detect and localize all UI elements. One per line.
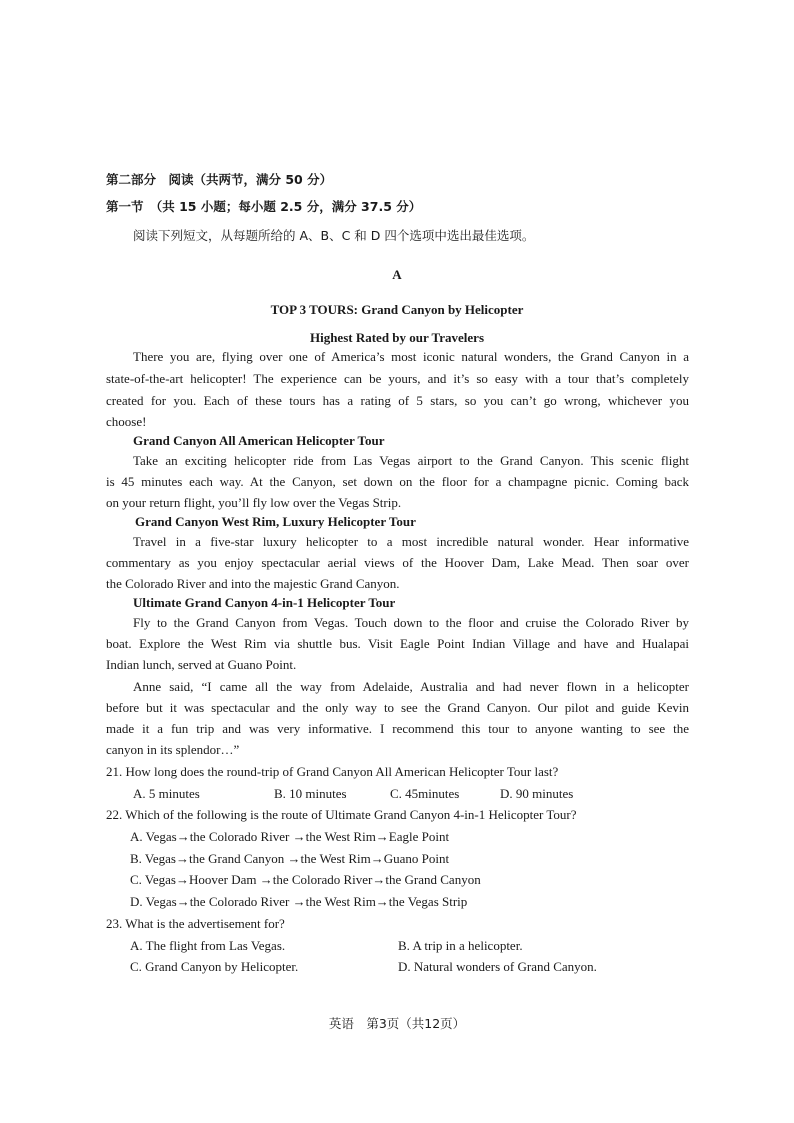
review-line: before but it was spectacular and the only way to see the Grand Canyon. Our pilot and guide Kevin xyxy=(106,700,689,715)
tour-line: commentary as you enjoy spectacular aerial views of the Hoover Dam, Lake Mead. Then soar over xyxy=(106,555,689,570)
question-option: A. The flight from Las Vegas. xyxy=(130,938,286,953)
passage-letter: A xyxy=(392,267,402,282)
question-option: B. 10 minutes xyxy=(274,786,347,801)
question-option: C. Grand Canyon by Helicopter. xyxy=(130,959,299,974)
tour-line: on your return flight, you’ll fly low over the Vegas Strip. xyxy=(106,495,402,510)
intro-line: choose! xyxy=(106,414,147,429)
intro-line: state-of-the-art helicopter! The experience can be yours, and it’s so easy with a tour that’s completely xyxy=(106,371,689,386)
tour-line: Indian lunch, served at Guano Point. xyxy=(106,657,297,672)
tour-line: is 45 minutes each way. At the Canyon, set down on the floor for a champagne picnic. Coming back xyxy=(106,474,689,489)
question-option: D. Natural wonders of Grand Canyon. xyxy=(398,959,597,974)
part-title: 第二部分 阅读（共两节，满分 50 分） xyxy=(106,172,333,187)
question-stem: 22. Which of the following is the route of Ultimate Grand Canyon 4-in-1 Helicopter Tour? xyxy=(106,807,577,822)
passage-subtitle: Highest Rated by our Travelers xyxy=(309,330,485,345)
tour-name: Ultimate Grand Canyon 4-in-1 Helicopter Tour xyxy=(133,595,396,610)
question-option: B. Vegas→the Grand Canyon →the West Rim→Guano Point xyxy=(130,851,450,866)
question-option: A. 5 minutes xyxy=(133,786,200,801)
question-stem: 23. What is the advertisement for? xyxy=(106,916,285,931)
page-footer: 英语 第3页（共12页） xyxy=(328,1016,466,1031)
question-option: D. Vegas→the Colorado River →the West Rim→the Vegas Strip xyxy=(130,894,468,909)
intro-line: created for you. Each of these tours has a rating of 5 stars, so you can’t go wrong, whichever you xyxy=(106,393,689,408)
tour-line: boat. Explore the West Rim via shuttle bus. Visit Eagle Point Indian Village and have and Hualapai xyxy=(106,636,689,651)
review-line: made it a fun trip and was very informative. I recommend this tour to anyone wanting to see the xyxy=(106,721,689,736)
tour-line: Travel in a five-star luxury helicopter to a most incredible natural wonder. Hear informative xyxy=(133,534,689,549)
passage-title: TOP 3 TOURS: Grand Canyon by Helicopter xyxy=(270,302,524,317)
tour-line: Take an exciting helicopter ride from Las Vegas airport to the Grand Canyon. This scenic flight xyxy=(133,453,689,468)
section-title: 第一节 （共 15 小题；每小题 2.5 分，满分 37.5 分） xyxy=(106,199,422,214)
question-stem: 21. How long does the round-trip of Grand Canyon All American Helicopter Tour last? xyxy=(106,764,559,779)
tour-name: Grand Canyon West Rim, Luxury Helicopter Tour xyxy=(135,514,416,529)
tour-line: Fly to the Grand Canyon from Vegas. Touch down to the floor and cruise the Colorado River by xyxy=(133,615,689,630)
instruction-text: 阅读下列短文，从每题所给的 A、B、C 和 D 四个选项中选出最佳选项。 xyxy=(133,228,535,243)
question-option: B. A trip in a helicopter. xyxy=(398,938,523,953)
review-line: canyon in its splendor…” xyxy=(106,742,240,757)
question-option: D. 90 minutes xyxy=(500,786,574,801)
intro-line: There you are, flying over one of America’s most iconic natural wonders, the Grand Canyon in a xyxy=(133,349,689,364)
tour-name: Grand Canyon All American Helicopter Tour xyxy=(133,433,385,448)
review-line: Anne said, “I came all the way from Adelaide, Australia and had never flown in a helicopter xyxy=(133,679,689,694)
question-option: C. 45minutes xyxy=(390,786,460,801)
question-option: A. Vegas→the Colorado River →the West Rim→Eagle Point xyxy=(130,829,450,844)
tour-line: the Colorado River and into the majestic Grand Canyon. xyxy=(106,576,400,591)
question-option: C. Vegas→Hoover Dam →the Colorado River→the Grand Canyon xyxy=(130,872,481,887)
